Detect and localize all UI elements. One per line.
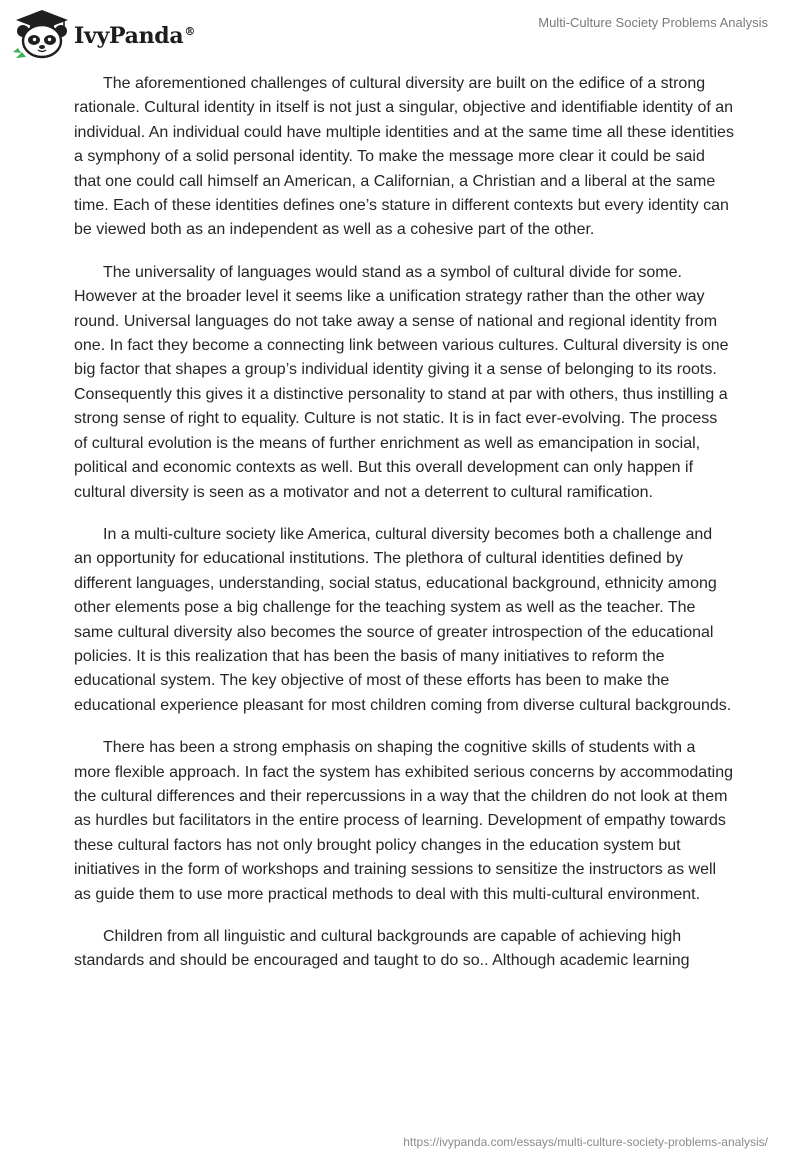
paragraph: There has been a strong emphasis on shaping the cognitive skills of students with a more flexible approach. In fact the system has exhibited serious concerns by accommodating the cultural differences and their repercussions in a way that the children do not look at them as hurdles but facilitators in the entire process of learning. Development of empathy towards these cultural factors has not only brought policy changes in the education system but initiatives in the form of workshops and training sessions to sensitize the instructors as well as guide them to use more practical methods to deal with this multi-cultural environment. (74, 739, 733, 903)
paragraph: The universality of languages would stand as a symbol of cultural divide for some. However at the broader level it seems like a unification strategy rather than the other way round. Universal languages do not take away a sense of national and regional identity from one. In fact they become a connecting link between various cultures. Cultural diversity is one big factor that shapes a group’s individual identity giving it a sense of belonging to its roots. Consequently this gives it a distinctive personality to stand at par with others, thus instilling a strong sense of right to equality. Culture is not static. It is in fact ever-evolving. The process of cultural evolution is the means of further enrichment as well as emancipation in social, political and economic contexts as well. But this overall development can only happen if cultural diversity is seen as a motivator and not a deterrent to cultural ramification. (74, 263, 729, 501)
ivypanda-logo[interactable] (12, 8, 195, 60)
essay-body (74, 72, 734, 992)
page-header (0, 0, 800, 70)
logo-text (74, 23, 195, 49)
logo-wordmark: IvyPanda (74, 23, 184, 49)
source-url[interactable]: https://ivypanda.com/essays/multi-culture-society-problems-analysis/ (403, 1135, 768, 1149)
paragraph: The aforementioned challenges of cultural diversity are built on the edifice of a strong rationale. Cultural identity in itself is not just a singular, objective and identifiable identity of an individual. An individual could have multiple identities and at the same time all these identities a symphony of a solid personal identity. To make the message more clear it could be said that one could call himself an American, a Californian, a Christian and a liberal at the same time. Each of these identities defines one’s stature in different contexts but every identity can be viewed both as an independent as well as a cohesive part of the other. (74, 75, 734, 239)
document-title: Multi-Culture Society Problems Analysis (538, 15, 768, 30)
paragraph: Children from all linguistic and cultural backgrounds are capable of achieving high standards and should be encouraged and taught to do so.. Although academic learning (74, 928, 690, 970)
registered-mark: ® (184, 24, 196, 38)
panda-graduate-icon (12, 8, 72, 60)
paragraph: In a multi-culture society like America, cultural diversity becomes both a challenge and an opportunity for educational institutions. The plethora of cultural identities defined by different languages, understanding, social status, educational background, ethnicity among other elements pose a big challenge for the teaching system as well as the teacher. The same cultural diversity also becomes the source of greater introspection of the educational policies. It is this realization that has been the basis of many initiatives to reform the educational system. The key objective of most of these efforts has been to make the educational experience pleasant for most children coming from diverse cultural backgrounds. (74, 525, 732, 714)
